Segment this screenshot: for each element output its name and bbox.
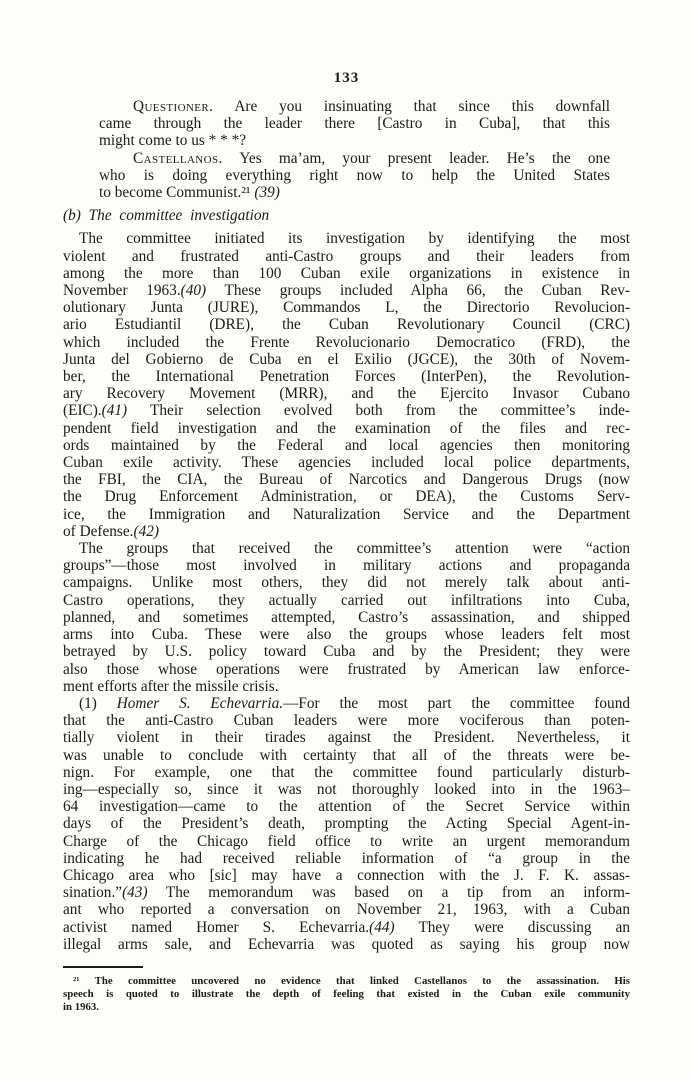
text-line: pendent field investigation and the examination of the files and rec- (63, 419, 630, 437)
text-line: ords maintained by the Federal and local agencies then monitoring (63, 436, 630, 454)
text-line: (EIC).(41) Their selection evolved both from the committee’s inde- (63, 402, 630, 420)
text-line: 64 investigation—came to the attention of the Secret Service within (63, 798, 630, 816)
section-heading: (b) The committee investigation (63, 207, 270, 225)
text-line: betrayed by U.S. policy toward Cuba and by the President; they were (63, 643, 630, 661)
text-line: ant who reported a conversation on November 21, 1963, with a Cuban (63, 901, 630, 919)
text-line: among the more than 100 Cuban exile organizations in existence in (63, 264, 630, 282)
text-line: Junta del Gobierno de Cuba en el Exilio (JGCE), the 30th of Novem- (63, 350, 630, 368)
text-line: speech is quoted to illustrate the depth of feeling that existed in the Cuban exile community (63, 987, 630, 1000)
testimony-quote (99, 98, 610, 201)
text-line: that the anti-Castro Cuban leaders were more vociferous than poten- (63, 712, 630, 730)
paragraph-action-groups (63, 540, 630, 695)
text-line: Castro operations, they actually carried out infiltrations into Cuba, (63, 591, 630, 609)
text-line: was unable to conclude with certainty that all of the threats were be- (63, 746, 630, 764)
text-line: illegal arms sale, and Echevarria was quoted as saying his group now (63, 935, 630, 953)
text-line: which included the Frente Revolucionario Democratico (FRD), the (63, 333, 630, 351)
text-line: might come to us * * *? (99, 132, 247, 150)
text-line: of Defense.(42) (63, 522, 160, 540)
text-line: campaigns. Unlike most others, they did not merely talk about anti- (63, 574, 630, 592)
text-line: arms into Cuba. These were also the groups whose leaders felt most (63, 626, 630, 644)
text-line: activist named Homer S. Echevarria.(44) They were discussing an (63, 918, 630, 936)
text-line: days of the President’s death, prompting the Acting Special Agent-in- (63, 815, 630, 833)
text-line: indicating he had received reliable information of “a group in the (63, 849, 630, 867)
text-line: The committee initiated its investigation by identifying the most (79, 230, 630, 248)
text-line: sination.”(43) The memorandum was based on a tip from an inform- (63, 884, 630, 902)
text-line: also those whose operations were frustrated by American law enforce- (63, 660, 630, 678)
text-line: ment efforts after the missile crisis. (63, 677, 279, 695)
paragraph-committee-investigation (63, 230, 630, 540)
text-line: Charge of the Chicago field office to write an urgent memorandum (63, 832, 630, 850)
footnote (63, 966, 630, 1014)
text-line: ario Estudiantil (DRE), the Cuban Revolutionary Council (CRC) (63, 316, 630, 334)
text-line: who is doing everything right now to help the United States (99, 166, 610, 184)
text-line: groups”—those most involved in military actions and propaganda (63, 557, 630, 575)
text-line: Chicago area who [sic] may have a connection with the J. F. K. assas- (63, 866, 630, 884)
text-line: ary Recovery Movement (MRR), and the Ejercito Invasor Cubano (63, 385, 630, 403)
text-line: The groups that received the committee’s attention were “action (79, 540, 630, 558)
text-line: the FBI, the CIA, the Bureau of Narcotics and Dangerous Drugs (now (63, 471, 630, 489)
text-line: (1) Homer S. Echevarria.—For the most part the committee found (79, 694, 630, 712)
text-line: Questioner. Are you insinuating that since this downfall (133, 98, 610, 115)
text-line: ber, the International Penetration Forces (InterPen), the Revolution- (63, 368, 630, 386)
paragraph-homer-echevarria (63, 695, 630, 953)
page-number: 133 (333, 70, 360, 86)
text-line: came through the leader there [Castro in Cuba], that this (99, 115, 610, 133)
text-line: November 1963.(40) These groups included Alpha 66, the Cuban Rev- (63, 282, 630, 300)
text-line: Castellanos. Yes ma’am, your present leader. He’s the one (133, 149, 610, 167)
text-line: violent and frustrated anti-Castro groups and their leaders from (63, 247, 630, 265)
text-line: in 1963. (63, 1000, 99, 1013)
text-line: Cuban exile activity. These agencies included local police departments, (63, 454, 630, 472)
text-line: olutionary Junta (JURE), Commandos L, the Directorio Revolucion- (63, 299, 630, 317)
text-line: to become Communist.²¹ (39) (99, 184, 280, 202)
text-line: ²¹ The committee uncovered no evidence that linked Castellanos to the assassination. His (73, 974, 630, 987)
text-line: the Drug Enforcement Administration, or DEA), the Customs Serv- (63, 488, 630, 506)
text-line: tially violent in their tirades against the President. Nevertheless, it (63, 729, 630, 747)
text-line: ice, the Immigration and Naturalization Service and the Department (63, 505, 630, 523)
text-line: planned, and sometimes attempted, Castro’s assassination, and shipped (63, 608, 630, 626)
text-line: nign. For example, one that the committee found particularly disturb- (63, 763, 630, 781)
footnote-divider (63, 966, 143, 968)
text-line: ing—especially so, since it was not thoroughly looked into in the 1963– (63, 780, 630, 798)
footnote-text (63, 975, 630, 1014)
